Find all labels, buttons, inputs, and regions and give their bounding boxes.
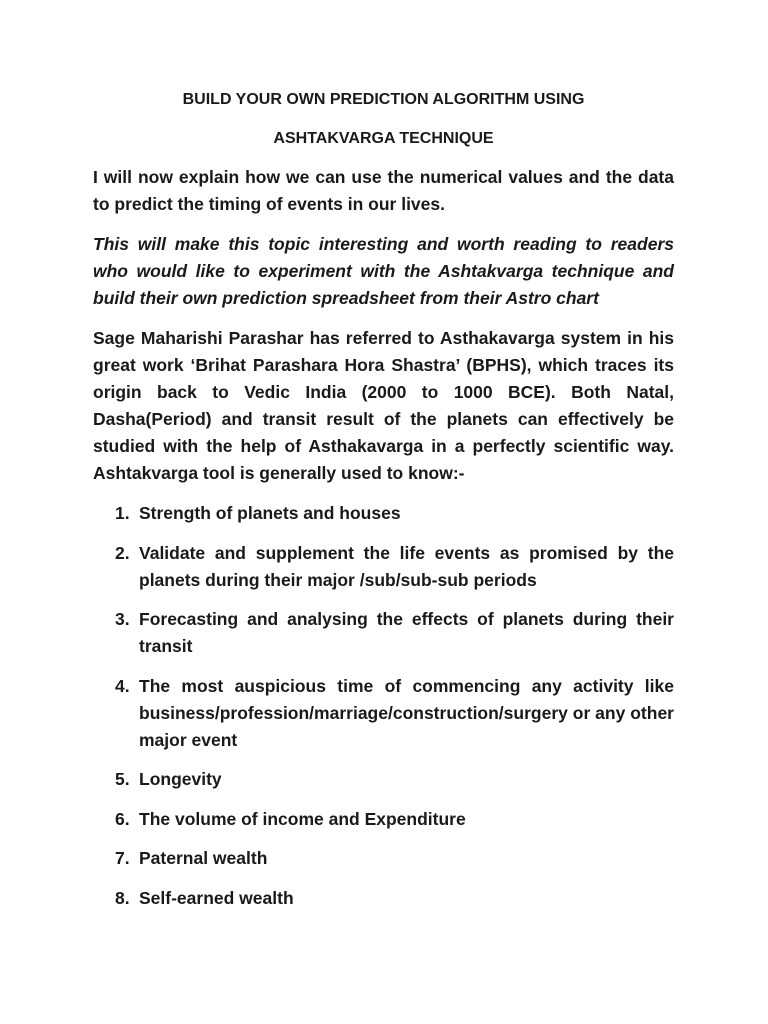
list-item-text: The most auspicious time of commencing any activity like business/profession/marriage/construction/surgery or any other major event [139,675,674,750]
list-item-number: 1. [115,503,130,523]
list-item [93,766,674,793]
list-item-number: 5. [115,769,130,789]
uses-list [93,500,674,912]
list-item-number: 2. [115,542,130,563]
list-item-number: 3. [115,609,130,629]
list-item-text: Strength of planets and houses [139,503,401,523]
list-item-text: Forecasting and analysing the effects of planets during their transit [139,609,674,656]
list-item-number: 8. [115,887,130,908]
list-item [93,540,674,594]
document-title-line-2: ASHTAKVARGA TECHNIQUE [273,130,494,147]
list-item-text: The volume of income and Expenditure [139,808,466,829]
list-item-number: 4. [115,675,130,696]
list-item [93,673,674,754]
list-item [93,845,674,872]
list-item [93,806,674,833]
list-item [93,500,674,527]
document-page [93,86,674,924]
list-item-text: Longevity [139,769,222,789]
parashar-paragraph: Sage Maharishi Parashar has referred to Asthakavarga system in his great work ‘Brihat Parashara Hora Shastra’ (BPHS), which traces its origin back to Vedic India (2000 to 1000 BCE). Both Natal, Dasha(Period) and transit result of the planets can effectively be studied with the help of Asthakavarga in a perfectly scientific way. Ashtakvarga tool is generally used to know:- [93,328,674,483]
list-item-number: 6. [115,808,130,829]
list-item [93,606,674,660]
list-item-text: Self-earned wealth [139,887,294,908]
intro-paragraph: I will now explain how we can use the numerical values and the data to predict the timing of events in our lives. [93,167,674,214]
list-item-number: 7. [115,848,130,868]
list-item [93,885,674,912]
italic-note-paragraph: This will make this topic interesting and worth reading to readers who would like to experiment with the Ashtakvarga technique and build their own prediction spreadsheet from their Astro chart [93,234,674,308]
document-title-line-1: BUILD YOUR OWN PREDICTION ALGORITHM USING [182,91,585,108]
list-item-text: Validate and supplement the life events as promised by the planets during their major /sub/sub-sub periods [139,542,674,590]
list-item-text: Paternal wealth [139,848,268,868]
